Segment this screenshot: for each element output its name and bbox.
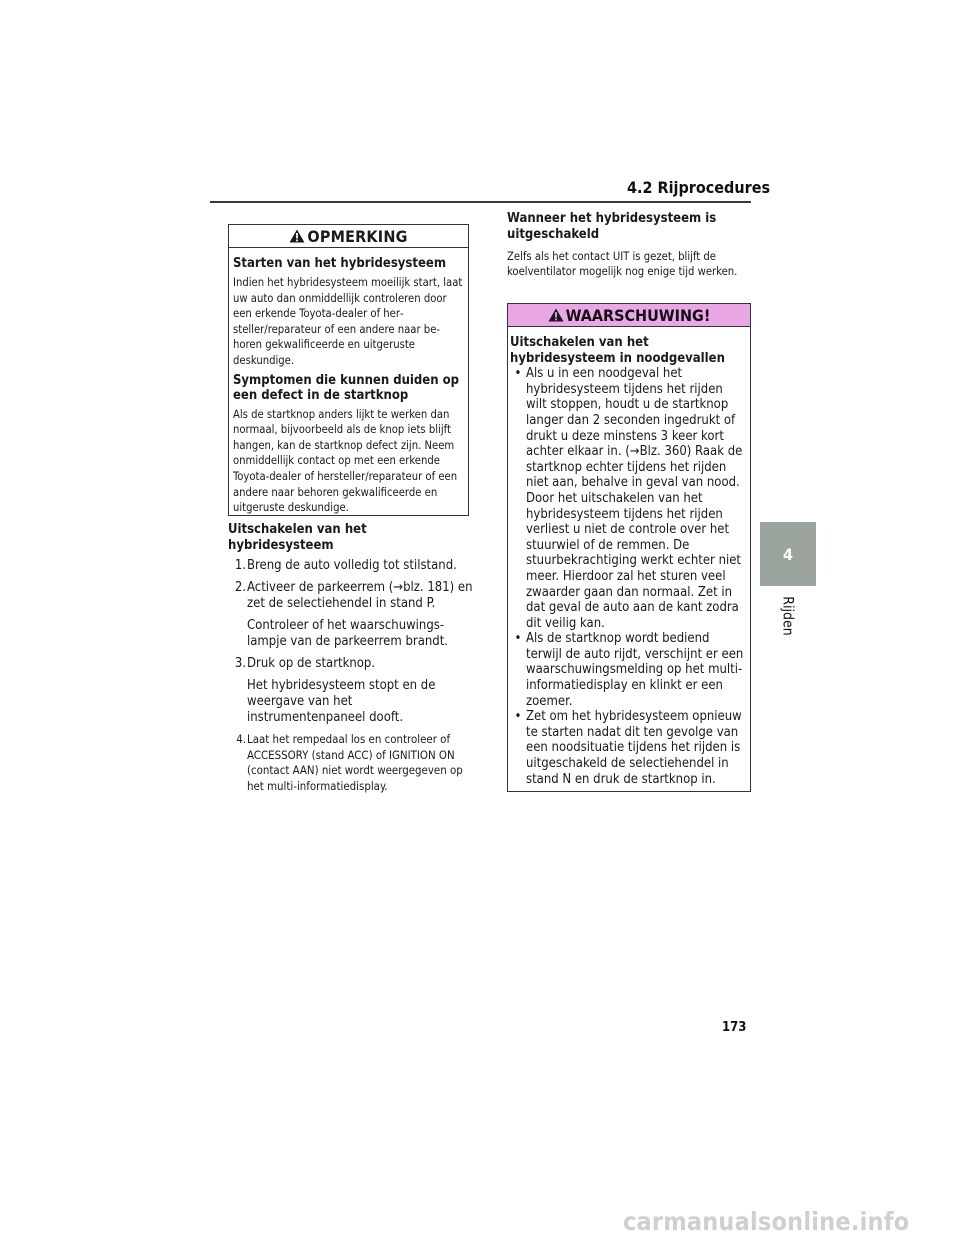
step-text: Breng de auto volledig tot stilstand. xyxy=(247,558,457,573)
step-2-note: Controleer of het waarschuwingslampje van de parkeerrem brandt. xyxy=(247,618,448,649)
step-1 xyxy=(228,558,473,574)
warning-heading: Uitschakelen van het hybridesysteem in noodgevallen xyxy=(510,335,725,366)
bullet-dot: • xyxy=(514,366,522,382)
warning-body xyxy=(508,327,750,787)
step-number: 3. xyxy=(234,656,246,671)
note-heading-1: Starten van het hybridesysteem xyxy=(233,256,447,271)
warning-bullet xyxy=(510,631,746,709)
step-number: 2. xyxy=(234,580,246,595)
shutdown-info-text: Zelfs als het contact UIT is gezet, blijft de koelventilator mogelijk nog enige tijd werken. xyxy=(507,250,738,279)
bullet-dot: • xyxy=(514,631,522,647)
step-4 xyxy=(228,732,473,794)
chapter-label-text: Rijden xyxy=(779,596,796,636)
shutdown-section xyxy=(228,522,473,800)
note-text-2: Als de startknop anders lijkt te werken dan normaal, bijvoorbeeld als de knop iets blijft hangen, kan de startknop defect zijn. Neem onmiddellijk contact op met een erkende Toyota-dealer of hersteller/reparateur of een andere naar behoren gekwalificeerde en uitgeruste deskundige. xyxy=(233,407,458,515)
step-text: Laat het rempedaal los en controleer of ACCESSORY (stand ACC) of IGNITION ON (contact AAN) niet wordt weergegeven op het multi-informatiedisplay. xyxy=(247,732,463,793)
page-number: 173 xyxy=(722,1020,747,1035)
note-text-1: Indien het hybridesysteem moeilijk start, laat uw auto dan onmiddellijk controleren door een erkende Toyota-dealer of hersteller/reparateur of een andere naar behoren gekwalificeerde en uitgeruste deskundige. xyxy=(233,276,463,367)
watermark: carmanualsonline.info xyxy=(623,1207,910,1236)
note-box xyxy=(228,224,469,516)
warning-box xyxy=(507,303,751,792)
chapter-tab[interactable]: 4 xyxy=(760,522,816,586)
step-3 xyxy=(228,656,473,672)
warning-bullet xyxy=(510,709,746,787)
note-body xyxy=(229,248,468,516)
note-heading-2: Symptomen die kunnen duiden op een defect in de startknop xyxy=(233,372,460,403)
section-header: 4.2 Rijprocedures xyxy=(627,178,771,197)
bullet-dot: • xyxy=(514,709,522,725)
warning-bullet xyxy=(510,366,746,631)
bullet-text: Als u in een noodgeval het hybridesysteem tijdens het rijden wilt stoppen, houdt u de startknop langer dan 2 seconden ingedrukt of drukt u deze minstens 3 keer kort achter elkaar in. (→Blz. 360) Raak de startknop echter tijdens het rijden niet aan, behalve in geval van nood. Door het uitschakelen van het hybridesysteem tijdens het rijden verliest u niet de controle over het stuurwiel of de remmen. De stuurbekrachtiging werkt echter niet meer. Hierdoor zal het sturen veel zwaarder gaan dan normaal. Zet in dat geval de auto aan de kant zodra dit veilig kan. xyxy=(526,366,743,631)
shutdown-info-heading: Wanneer het hybridesysteem is uitgeschakeld xyxy=(507,211,717,242)
warning-icon xyxy=(548,308,564,322)
step-number: 1. xyxy=(234,558,246,573)
step-text: Activeer de parkeerrem (→blz. 181) en zet de selectiehendel in stand P. xyxy=(247,580,473,611)
step-2 xyxy=(228,580,473,612)
chapter-label xyxy=(760,586,816,646)
note-title: OPMERKING xyxy=(307,226,408,246)
step-number: 4. xyxy=(236,732,246,746)
right-column-intro xyxy=(507,211,751,283)
warning-title: WAARSCHUWING! xyxy=(565,305,711,325)
bullet-text: Zet om het hybridesysteem opnieuw te starten nadat dit ten gevolge van een noodsituatie tijdens het rijden is uitgeschakeld de selectiehendel in stand N en druk de startknop in. xyxy=(526,709,742,787)
bullet-text: Als de startknop wordt bediend terwijl de auto rijdt, verschijnt er een waarschuwingsmelding op het multi-informatiedisplay en klinkt er een zoemer. xyxy=(526,631,744,709)
note-title-bar xyxy=(229,225,468,248)
step-text: Druk op de startknop. xyxy=(247,656,376,671)
header-rule xyxy=(210,201,751,203)
warning-title-bar xyxy=(508,304,750,327)
caution-icon xyxy=(289,229,305,243)
step-3-note: Het hybridesysteem stopt en de weergave van het instrumentenpaneel dooft. xyxy=(247,678,436,725)
shutdown-title: Uitschakelen van het hybridesysteem xyxy=(228,522,367,553)
